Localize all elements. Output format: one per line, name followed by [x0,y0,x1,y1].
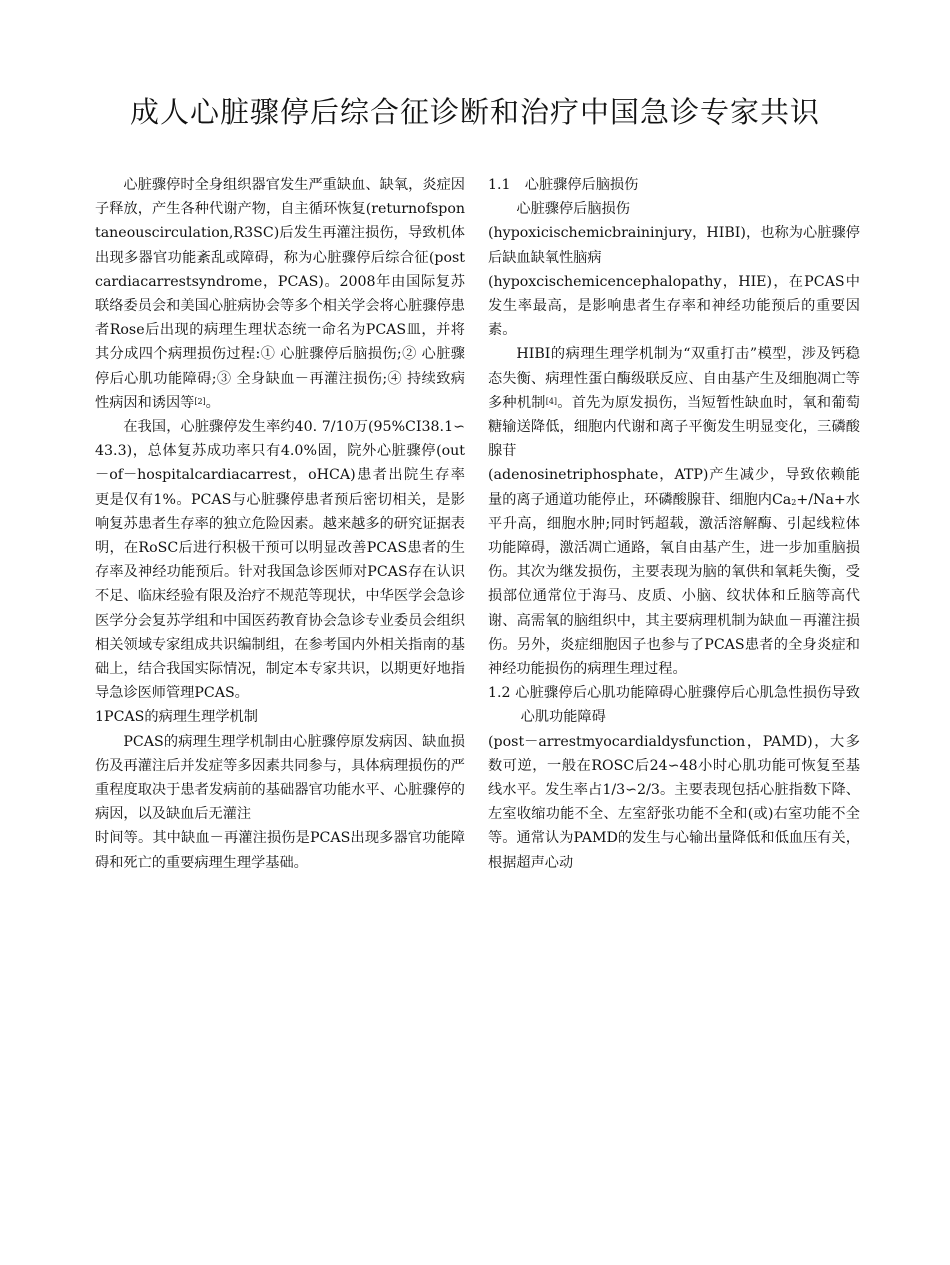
calcium-subscript: 2 [791,497,797,507]
atp-text-a: (adenosinetriphosphate，ATP)产生减少，导致依赖能量的离子通道功能停止，环磷酸腺苷、细胞内Ca [488,467,860,508]
hibi-text-a: HIBI的病理生理学机制为“双重打击”模型，涉及钙稳态失衡、病理性蛋白酶级联反应、自由基产生及细胞凋亡等多种机制 [488,346,860,411]
heading-1-2: 1.2 心脏骤停后心肌功能障碍心脏骤停后心肌急性损伤导致心肌功能障碍 [488,685,860,726]
atp-text-b: +/Na+水平升高，细胞水肿;同时钙超载，激活溶解酶、引起线粒体功能障碍，激活凋亡通路，氧自由基产生，进一步加重脑损伤。其次为继发损伤，主要表现为脑的氧供和氧耗失衡，受损部位通常位于海马、皮质、小脑、纹状体和丘脑等高代谢、高需氧的脑组织中，其主要病理机制为缺血－再灌注损伤。另外，炎症细胞因子也参与了PCAS患者的全身炎症和神经功能损伤的病理生理过程。 [488,491,860,678]
paragraph-hibi-mechanism [488,342,860,463]
reference-4: [4] [545,396,558,406]
intro-text: 心脏骤停时全身组织器官发生严重缺血、缺氧，炎症因子释放，产生各种代谢产物，自主循环恢复(returnofspontaneouscirculation,R3SC)后发生再灌注损伤，导致机体出现多器官功能紊乱或障碍，称为心脏骤停后综合征(postcardiacarrestsyndrome，PCAS)。2008年由国际复苏联络委员会和美国心脏病协会等多个相关学会将心脏骤停患者Rose后出现的病理生理状态统一命名为PCAS皿，并将其分成四个病理损伤过程:① 心脏骤停后脑损伤;② 心脏骤停后心肌功能障碍;③ 全身缺血－再灌注损伤;④ 持续致病性病因和诱因等 [95,177,465,411]
paragraph-ischemia: 时间等。其中缺血－再灌注损伤是PCAS出现多器官功能障碍和死亡的重要病理生理学基础。 [95,830,465,871]
page-title: 成人心脏骤停后综合征诊断和治疗中国急诊专家共识 [129,95,820,129]
heading-1-1-subtitle: 心脏骤停后脑损伤 [516,201,630,218]
right-column [488,173,860,875]
paragraph-epidemiology: 在我国，心脏骤停发生率约40. 7/10万(95%CI38.1∽43.3)，总体复苏成功率只有4.0%固，院外心脏骤停(out－of－hospitalcardiacarrest，oHCA)患者出院生存率更是仅有1%。PCAS与心脏骤停患者预后密切相关，是影响复苏患者生存率的独立危险因素。越来越多的研究证据表明，在RoSC后进行积极干预可以明显改善PCAS患者的生存率及神经功能预后。针对我国急诊医师对PCAS存在认识不足、临床经验有限及治疗不规范等现状，中华医学会急诊医学分会复苏学组和中国医药教育协会急诊专业委员会组织相关领域专家组成共识编制组，在参考国内外相关指南的基础上，结合我国实际情况，制定本专家共识，以期更好地指导急诊医师管理PCAS。 [95,419,465,702]
paragraph-intro [95,173,465,415]
hibi-text-b: 。首先为原发损伤，当短暂性缺血时，氧和葡萄糖输送降低，细胞内代谢和离子平衡发生明显变化，三磷酸腺苷 [488,394,860,460]
heading-section-1: 1PCAS的病理生理学机制 [95,709,258,726]
paragraph-mechanism: PCAS的病理生理学机制由心脏骤停原发病因、缺血损伤及再灌注后并发症等多因素共同参与，具体病理损伤的严重程度取决于患者发病前的基础器官功能水平、心脏骤停的病因，以及缺血后无灌注 [95,733,465,823]
reference-2: [2] [194,396,206,406]
paragraph-atp [488,463,860,681]
paragraph-hibi-term: (hypoxicischemicbraininjury，HIBI)，也称为心脏骤停后缺血缺氧性脑病 [488,225,860,266]
left-column [95,173,465,875]
heading-1-1: 1.1 心脏骤停后脑损伤 [488,177,639,193]
intro-end: 。 [205,394,220,411]
paragraph-hie-term: (hypoxcischemicencephalopathy，HIE)，在PCAS中发生率最高，是影响患者生存率和神经功能预后的重要因素。 [488,273,860,339]
paragraph-pamd: (post－arrestmyocardialdysfunction，PAMD)，大多数可逆，一般在ROSC后24∽48小时心肌功能可恢复至基线水平。发生率占1/3∽2/3。主要表现包括心脏指数下降、左室收缩功能不全、左室舒张功能不全和(或)右室功能不全等。通常认为PAMD的发生与心输出量降低和低血压有关，根据超声心动 [488,733,860,871]
